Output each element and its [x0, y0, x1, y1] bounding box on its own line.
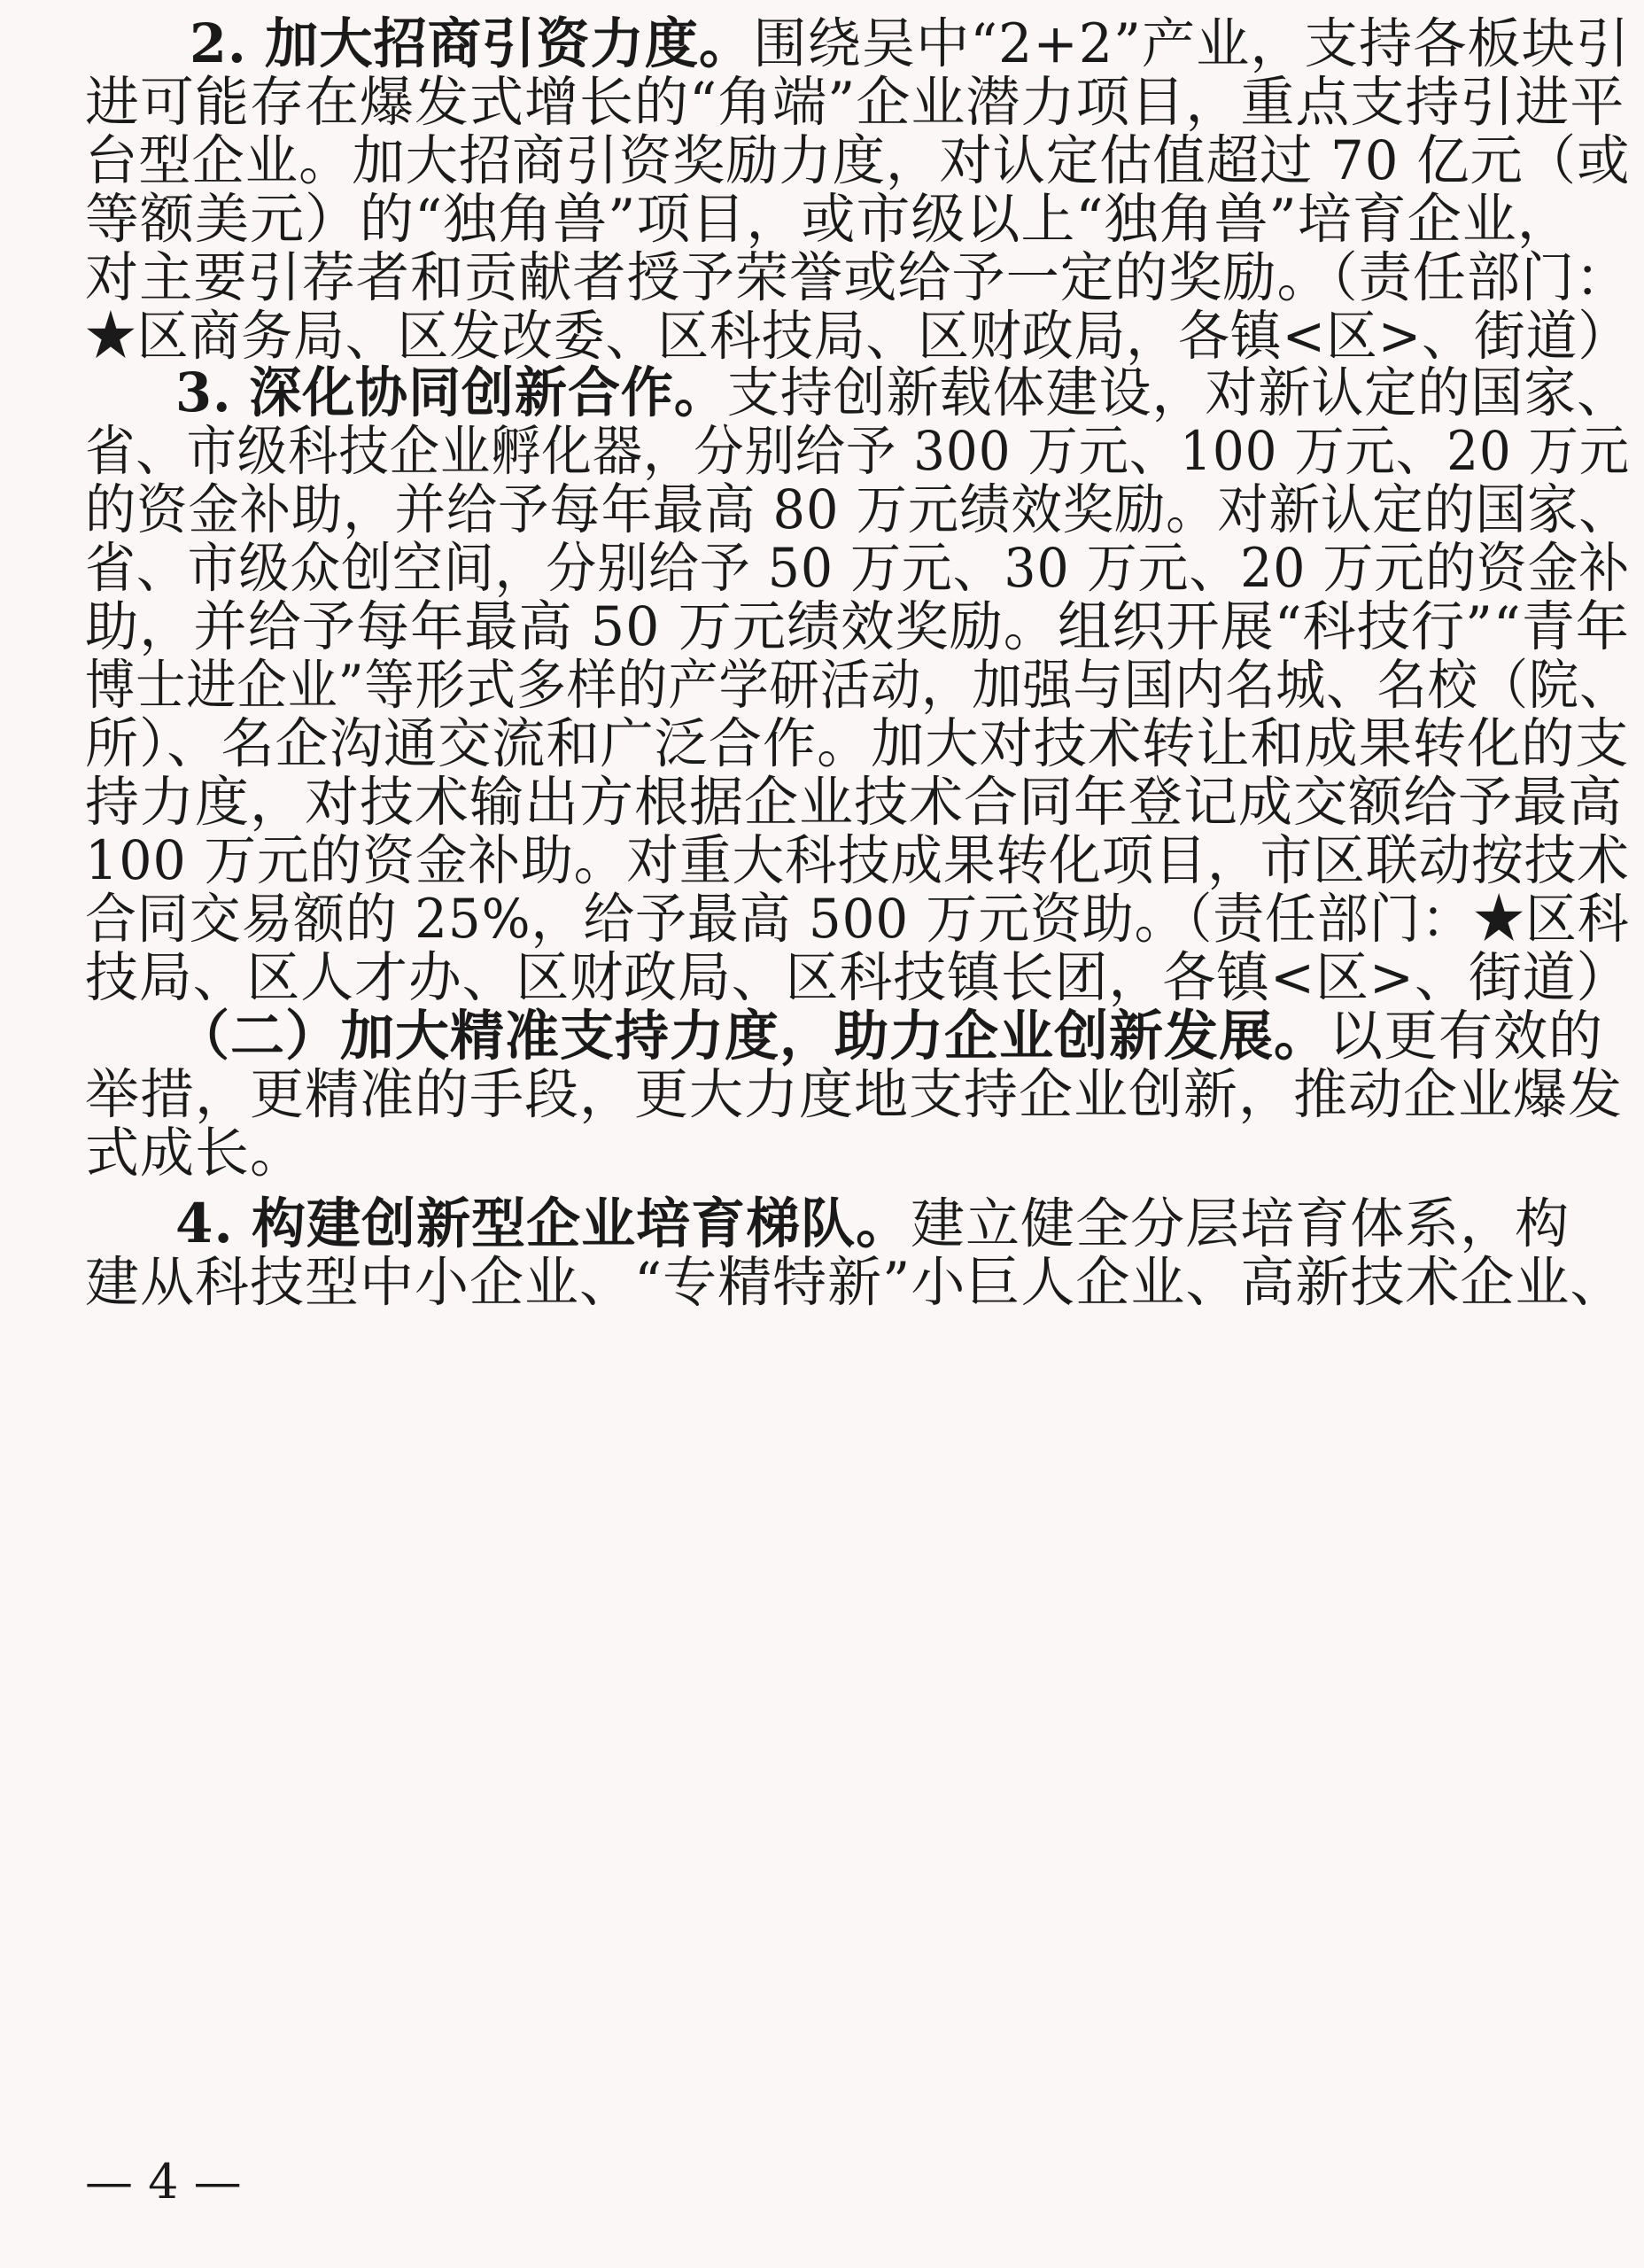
item-4-text: 建立健全分层培育体系，构: [911, 1192, 1570, 1255]
item-3-line-10: 合同交易额的 25%，给予最高 500 万元资助。（责任部门：★区科: [85, 888, 1630, 951]
item-4-number: 4.: [175, 1192, 234, 1255]
item-3-line-4: 省、市级众创空间，分别给予 50 万元、30 万元、20 万元的资金补: [85, 537, 1631, 600]
item-2-number: 2.: [190, 12, 247, 75]
item-3-text: 支持创新载体建设，对新认定的国家、: [726, 361, 1631, 424]
item-3-line-2: 省、市级科技企业孵化器，分别给予 300 万元、100 万元、20 万元: [85, 420, 1630, 483]
item-2-line-4: 等额美元）的“独角兽”项目，或市级以上“独角兽”培育企业，: [85, 188, 1572, 251]
item-2-heading: 加大招商引资力度。: [265, 12, 754, 75]
item-2-line-6: ★区商务局、区发改委、区科技局、区财政局，各镇<区>、街道）: [85, 305, 1631, 368]
page-number: — 4 —: [85, 2154, 242, 2210]
item-2-line-3: 台型企业。加大招商引资奖励力度，对认定估值超过 70 亿元（或: [85, 129, 1631, 192]
item-3-number: 3.: [175, 361, 232, 424]
item-4-heading: 构建创新型企业培育梯队。: [252, 1192, 911, 1255]
item-3-line-5: 助，并给予每年最高 50 万元绩效奖励。组织开展“科技行”“青年: [85, 595, 1630, 658]
item-2-text: 围绕吴中“2+2”产业，支持各板块引: [753, 12, 1631, 75]
item-3-line-6: 博士进企业”等形式多样的产学研活动，加强与国内名城、名校（院、: [85, 654, 1631, 717]
item-2-line-1: [190, 13, 1630, 75]
section-2-heading: （二）加大精准支持力度，助力企业创新发展。: [175, 1005, 1330, 1068]
item-3-line-1: [175, 362, 1630, 424]
section-2-line-1: [175, 1006, 1603, 1068]
item-3-line-9: 100 万元的资金补助。对重大科技成果转化项目，市区联动按技术: [85, 829, 1630, 892]
item-3-line-8: 持力度，对技术输出方根据企业技术合同年登记成交额给予最高: [85, 771, 1624, 834]
item-3-line-11: 技局、区人才办、区财政局、区科技镇长团，各镇<区>、街道）: [85, 946, 1631, 1009]
item-2-line-5: 对主要引荐者和贡献者授予荣誉或给予一定的奖励。（责任部门：: [85, 246, 1630, 309]
item-3-heading: 深化协同创新合作。: [249, 361, 727, 424]
item-3-line-7: 所）、名企沟通交流和广泛合作。加大对技术转让和成果转化的支: [85, 712, 1630, 775]
item-4-line-1: [175, 1193, 1570, 1255]
section-2-line-3: 式成长。: [85, 1122, 306, 1184]
section-2-text: 以更有效的: [1329, 1005, 1604, 1068]
item-2-line-2: 进可能存在爆发式增长的“角端”企业潜力项目，重点支持引进平: [85, 71, 1625, 134]
item-4-line-2: 建从科技型中小企业、“专精特新”小巨人企业、高新技术企业、: [85, 1251, 1625, 1314]
section-2-line-2: 举措，更精准的手段，更大力度地支持企业创新，推动企业爆发: [85, 1063, 1624, 1126]
item-3-line-3: 的资金补助，并给予每年最高 80 万元绩效奖励。对新认定的国家、: [85, 478, 1631, 541]
